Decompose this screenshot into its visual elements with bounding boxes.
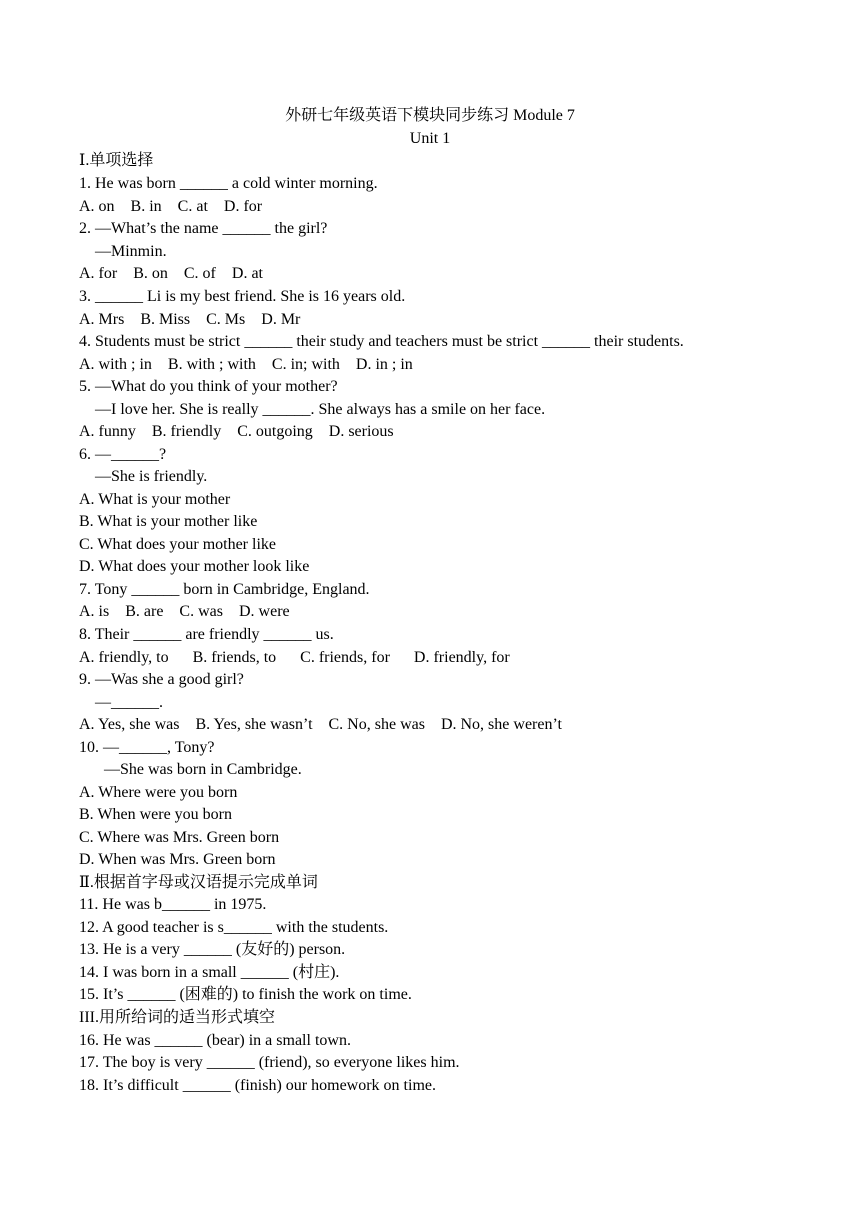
question-15: 15. It’s ______ (困难的) to finish the work on time. [79, 986, 412, 1003]
question-6: 6. —______? [79, 446, 167, 463]
question-12: 12. A good teacher is s______ with the students. [79, 919, 389, 936]
question-2-options: A. for B. on C. of D. at [79, 265, 263, 282]
question-3-options: A. Mrs B. Miss C. Ms D. Mr [79, 311, 301, 328]
question-16: 16. He was ______ (bear) in a small town. [79, 1032, 351, 1049]
question-5: 5. —What do you think of your mother? [79, 378, 338, 395]
question-1: 1. He was born ______ a cold winter morning. [79, 175, 378, 192]
question-3: 3. ______ Li is my best friend. She is 16 years old. [79, 288, 406, 305]
question-1-options: A. on B. in C. at D. for [79, 198, 263, 215]
question-2: 2. —What’s the name ______ the girl? [79, 220, 328, 237]
question-14: 14. I was born in a small ______ (村庄). [79, 964, 340, 981]
question-6-option-a: A. What is your mother [79, 491, 231, 508]
unit-title: Unit 1 [409, 130, 451, 147]
section-3-heading: III.用所给词的适当形式填空 [79, 1009, 275, 1026]
section-1-heading: Ⅰ.单项选择 [79, 152, 154, 169]
question-2-response: —Minmin. [95, 243, 167, 260]
question-6-option-b: B. What is your mother like [79, 513, 258, 530]
question-10: 10. —______, Tony? [79, 739, 215, 756]
worksheet-title: 外研七年级英语下模块同步练习 Module 7 [285, 107, 575, 124]
question-6-response: —She is friendly. [95, 468, 208, 485]
question-17: 17. The boy is very ______ (friend), so everyone likes him. [79, 1054, 460, 1071]
question-6-option-d: D. What does your mother look like [79, 558, 310, 575]
question-8-options: A. friendly, to B. friends, to C. friends, for D. friendly, for [79, 649, 510, 666]
question-10-option-a: A. Where were you born [79, 784, 238, 801]
question-5-response: —I love her. She is really ______. She always has a smile on her face. [95, 401, 546, 418]
question-6-option-c: C. What does your mother like [79, 536, 276, 553]
question-8: 8. Their ______ are friendly ______ us. [79, 626, 334, 643]
section-2-heading: Ⅱ.根据首字母或汉语提示完成单词 [79, 874, 318, 891]
question-9-response: —______. [95, 694, 163, 711]
question-18: 18. It’s difficult ______ (finish) our homework on time. [79, 1077, 436, 1094]
question-9-options: A. Yes, she was B. Yes, she wasn’t C. No, she was D. No, she weren’t [79, 716, 562, 733]
question-13: 13. He is a very ______ (友好的) person. [79, 941, 346, 958]
question-9: 9. —Was she a good girl? [79, 671, 244, 688]
question-10-option-d: D. When was Mrs. Green born [79, 851, 276, 868]
question-7-options: A. is B. are C. was D. were [79, 603, 290, 620]
question-4: 4. Students must be strict ______ their study and teachers must be strict ______ their students. [79, 333, 684, 350]
question-7: 7. Tony ______ born in Cambridge, England. [79, 581, 370, 598]
question-10-option-c: C. Where was Mrs. Green born [79, 829, 280, 846]
question-10-option-b: B. When were you born [79, 806, 232, 823]
question-4-options: A. with ; in B. with ; with C. in; with D. in ; in [79, 356, 413, 373]
question-10-response: —She was born in Cambridge. [104, 761, 302, 778]
question-5-options: A. funny B. friendly C. outgoing D. serious [79, 423, 394, 440]
question-11: 11. He was b______ in 1975. [79, 896, 267, 913]
